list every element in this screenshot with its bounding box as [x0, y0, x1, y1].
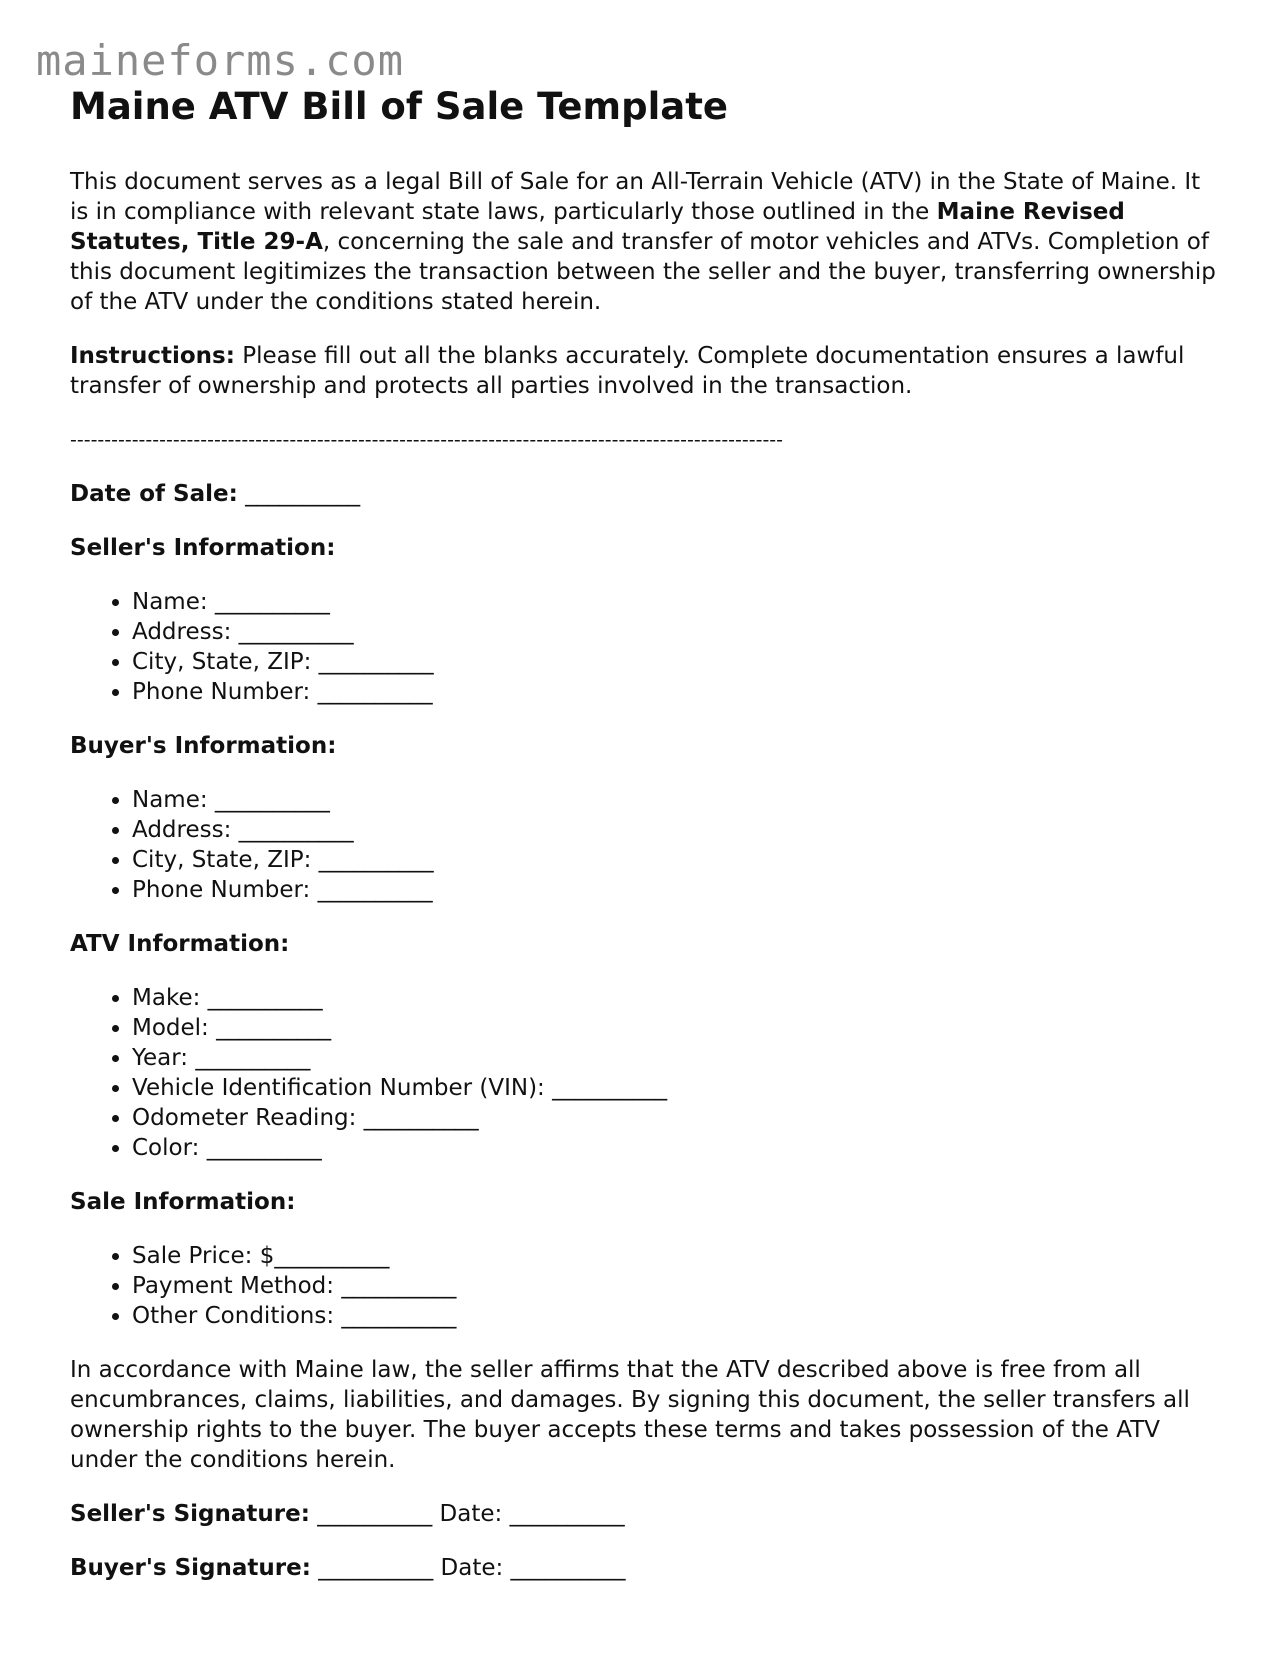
- buyer-city-state-zip-field[interactable]: • City, State, ZIP: __________: [132, 845, 1220, 875]
- buyer-signature-blank[interactable]: __________ Date: __________: [310, 1554, 626, 1581]
- intro-text-1: This document serves as a legal Bill of Sale for an All-Terrain Vehicle (ATV) in the State of Maine. It is in compliance with relevant state laws, particularly those outlined in the: [70, 168, 1201, 225]
- statute-reference: Maine Revised Statutes, Title 29-A: [70, 198, 1125, 255]
- watermark: maineforms.com: [36, 36, 405, 85]
- buyer-name-field[interactable]: • Name: __________: [132, 785, 1220, 815]
- affirmation-paragraph: In accordance with Maine law, the seller affirms that the ATV described above is free from all encumbrances, claims, liabilities, and damages. By signing this document, the seller transfers all ownership rights to the buyer. The buyer accepts these terms and takes possession of the ATV under the conditions herein.: [70, 1356, 1190, 1473]
- seller-signature-line[interactable]: [70, 1499, 1220, 1529]
- buyer-info-heading: Buyer's Information:: [70, 732, 337, 759]
- intro-text-2: , concerning the sale and transfer of motor vehicles and ATVs. Completion of this document legitimizes the transaction between the seller and the buyer, transferring ownership of the ATV under the conditions stated herein.: [70, 228, 1216, 315]
- page-title: Maine ATV Bill of Sale Template: [70, 85, 728, 128]
- buyer-info-list: [70, 785, 1220, 905]
- intro-paragraph: [70, 167, 1220, 317]
- seller-name-field[interactable]: • Name: __________: [132, 587, 1220, 617]
- seller-city-state-zip-field[interactable]: • City, State, ZIP: __________: [132, 647, 1220, 677]
- sale-info-heading: Sale Information:: [70, 1188, 296, 1215]
- seller-info-list: [70, 587, 1220, 707]
- seller-address-field[interactable]: • Address: __________: [132, 617, 1220, 647]
- instructions-paragraph: [70, 341, 1220, 401]
- date-of-sale-field[interactable]: [70, 479, 1220, 509]
- instructions-label: Instructions:: [70, 342, 235, 369]
- payment-method-field[interactable]: • Payment Method: __________: [132, 1271, 1220, 1301]
- instructions-text: Please fill out all the blanks accurately. Complete documentation ensures a lawful transfer of ownership and protects all parties involved in the transaction.: [70, 342, 1185, 399]
- seller-signature-blank[interactable]: __________ Date: __________: [309, 1500, 625, 1527]
- other-conditions-field[interactable]: • Other Conditions: __________: [132, 1301, 1220, 1331]
- sale-info-list: [70, 1241, 1220, 1331]
- sale-price-field[interactable]: • Sale Price: $__________: [132, 1241, 1220, 1271]
- buyer-phone-field[interactable]: • Phone Number: __________: [132, 875, 1220, 905]
- buyer-signature-line[interactable]: [70, 1553, 1220, 1583]
- date-of-sale-blank[interactable]: __________: [237, 480, 361, 507]
- atv-model-field[interactable]: • Model: __________: [132, 1013, 1220, 1043]
- seller-phone-field[interactable]: • Phone Number: __________: [132, 677, 1220, 707]
- atv-vin-field[interactable]: • Vehicle Identification Number (VIN): __________: [132, 1073, 1220, 1103]
- date-of-sale-label: Date of Sale:: [70, 480, 238, 507]
- atv-info-list: [70, 983, 1220, 1163]
- atv-year-field[interactable]: • Year: __________: [132, 1043, 1220, 1073]
- buyer-address-field[interactable]: • Address: __________: [132, 815, 1220, 845]
- buyer-signature-label: Buyer's Signature:: [70, 1554, 311, 1581]
- atv-make-field[interactable]: • Make: __________: [132, 983, 1220, 1013]
- seller-info-heading: Seller's Information:: [70, 534, 336, 561]
- divider: --------------------------------------------------------------------------------------------------------: [70, 428, 784, 451]
- document-body: [70, 86, 1220, 1607]
- seller-signature-label: Seller's Signature:: [70, 1500, 310, 1527]
- atv-color-field[interactable]: • Color: __________: [132, 1133, 1220, 1163]
- atv-odometer-field[interactable]: • Odometer Reading: __________: [132, 1103, 1220, 1133]
- atv-info-heading: ATV Information:: [70, 930, 290, 957]
